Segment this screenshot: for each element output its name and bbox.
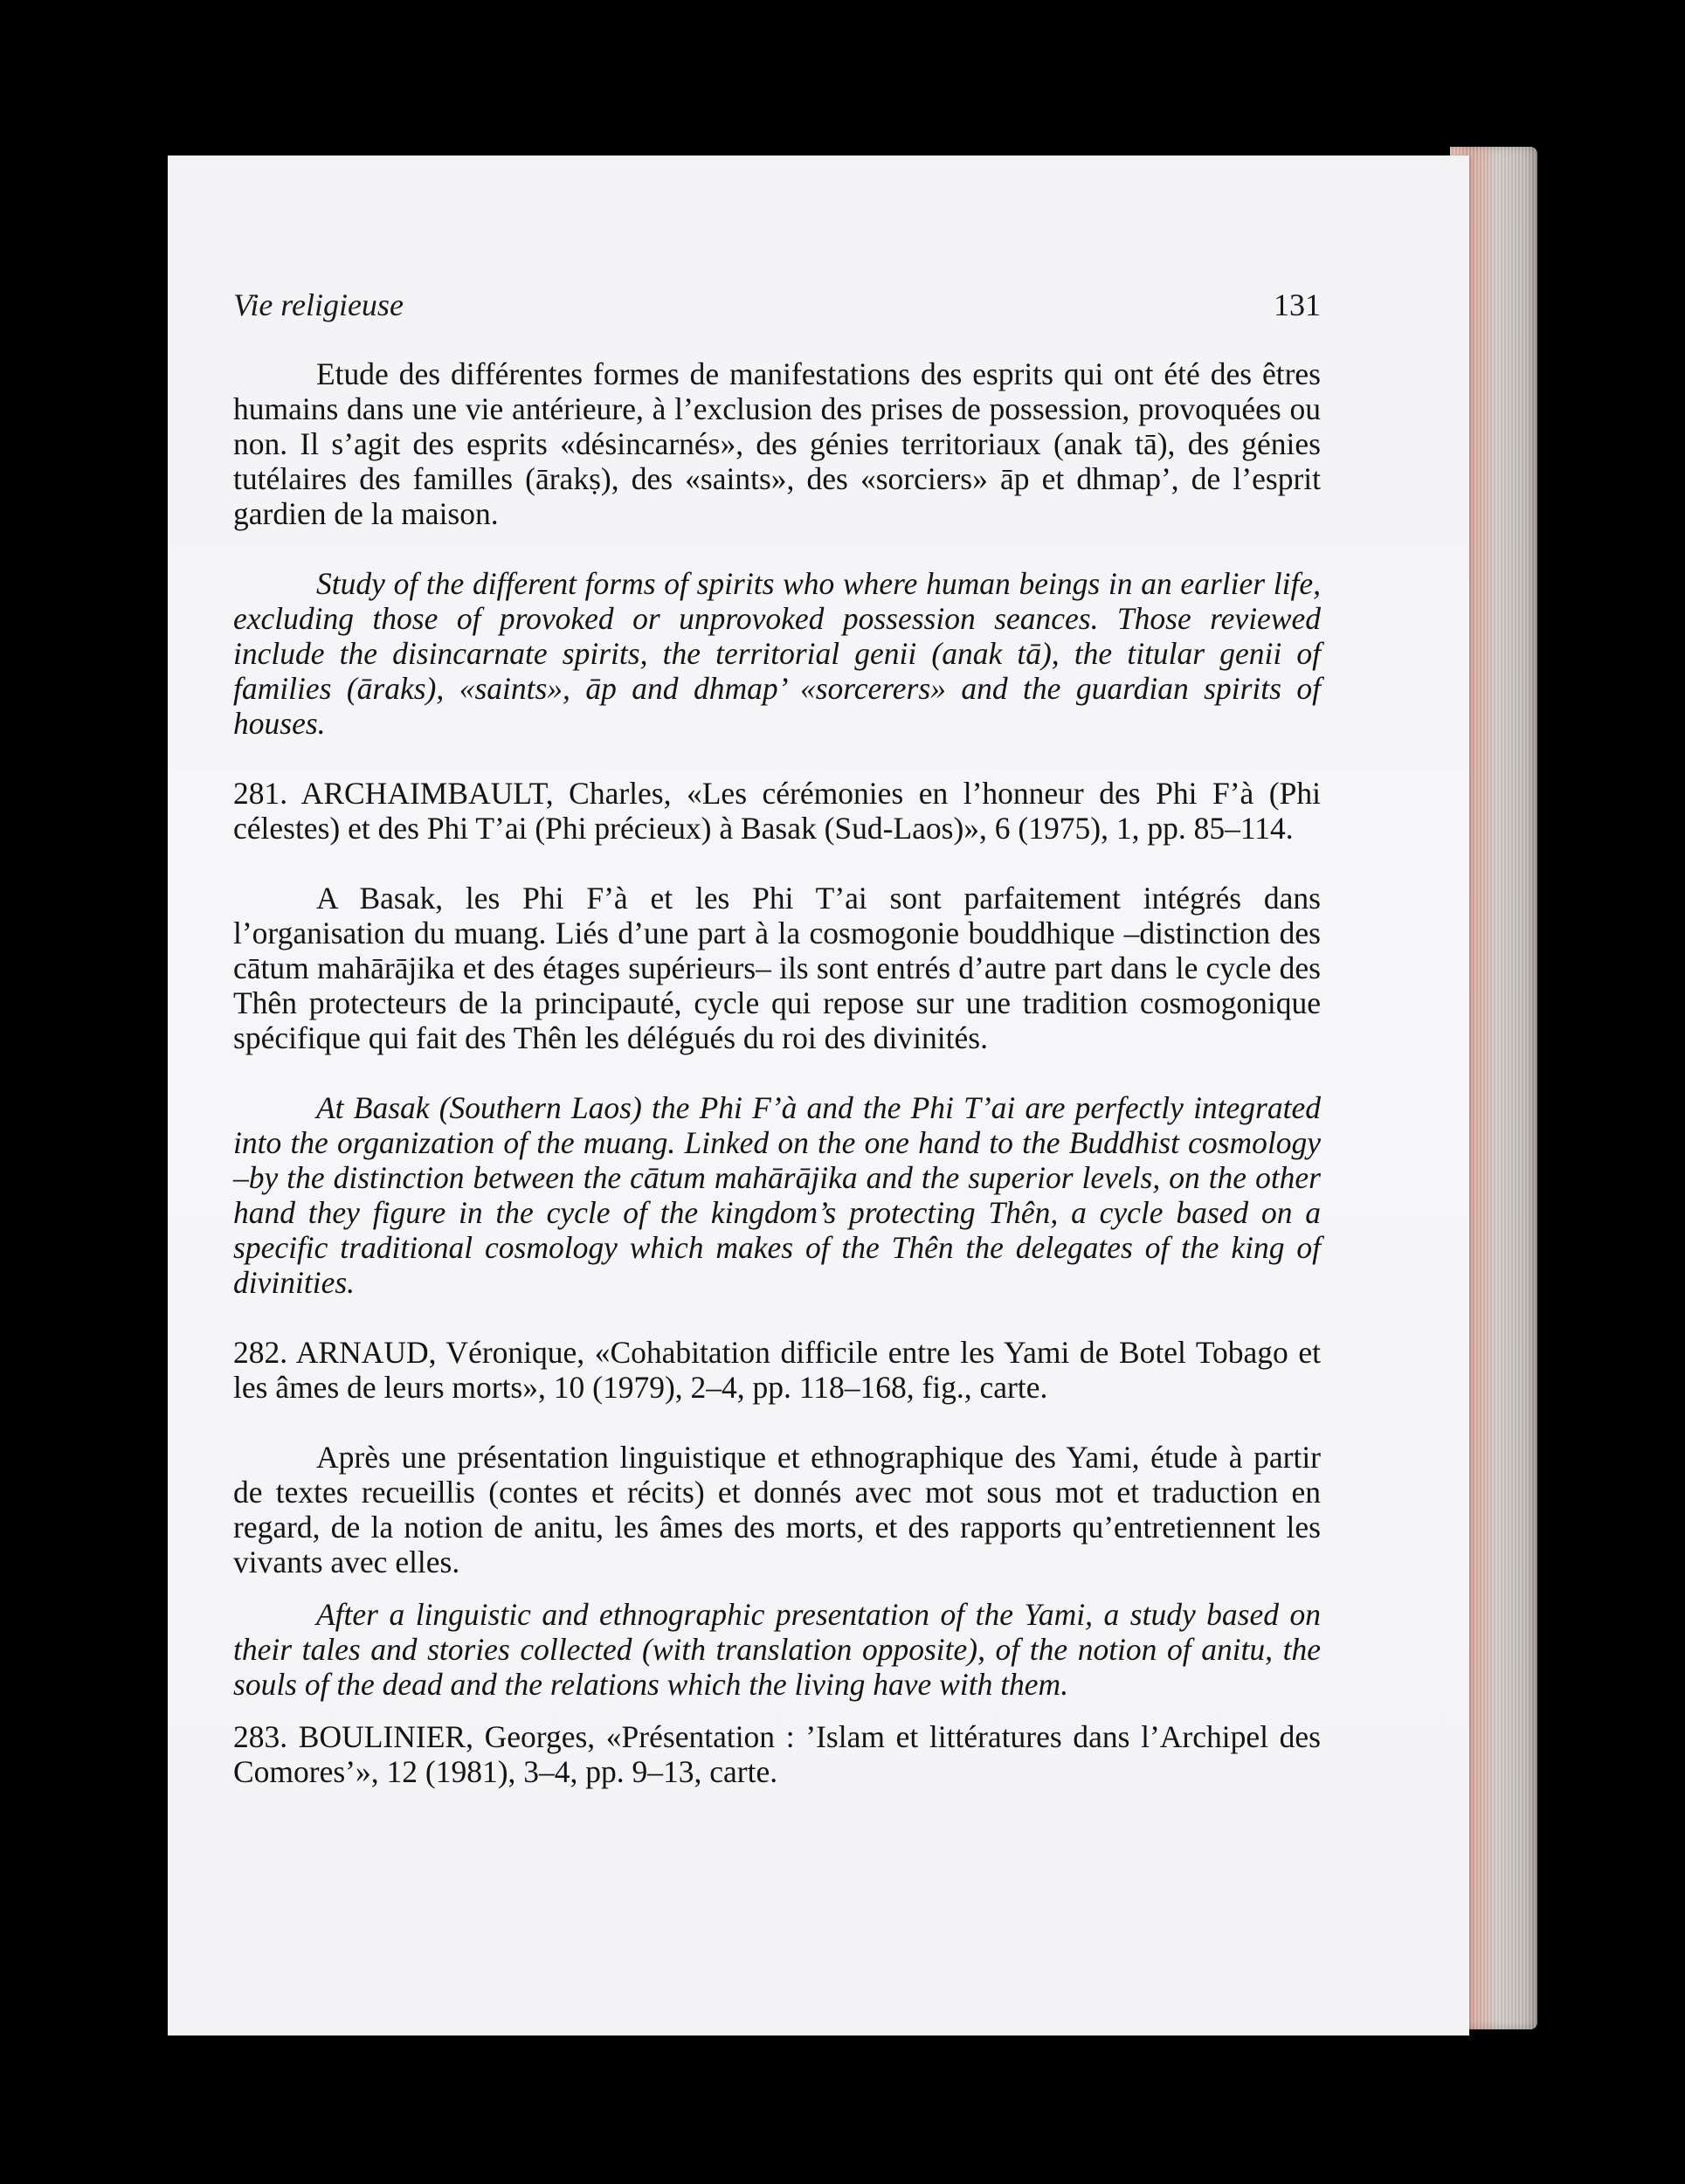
abstract-french: Etude des différentes formes de manifestations des esprits qui ont été des êtres humains dans une vie antérieure, à l’exclusion des prises de possession, provoquées ou non. Il s’agit des esprits «désincarnés», des génies territoriaux (anak tā), des génies tutélaires des familles (ārakṣ), des «saints», des «sorciers» āp et dhmap’, de l’esprit gardien de la maison.: [233, 356, 1321, 531]
bibliography-entry: 283. BOULINIER, Georges, «Présentation : ’Islam et littératures dans l’Archipel des Comores’», 12 (1981), 3–4, pp. 9–13, carte.: [233, 1719, 1321, 1789]
bibliography-entry: 282. ARNAUD, Véronique, «Cohabitation difficile entre les Yami de Botel Tobago et les âmes de leurs morts», 10 (1979), 2–4, pp. 118–168, fig., carte.: [233, 1335, 1321, 1405]
abstract-english: After a linguistic and ethnographic presentation of the Yami, a study based on their tales and stories collected (with translation opposite), of the notion of anitu, the souls of the dead and the relations which the living have with them.: [233, 1597, 1321, 1702]
body-text: [233, 356, 1321, 1789]
page-number: 131: [1274, 287, 1321, 322]
abstract-english: Study of the different forms of spirits who where human beings in an earlier life, excluding those of provoked or unprovoked possession seances. Those reviewed include the disincarnate spirits, the territorial genii (anak tā), the titular genii of families (āraks), «saints», āp and dhmap’ «sorcerers» and the guardian spirits of houses.: [233, 566, 1321, 741]
book-page: [168, 156, 1469, 2035]
bibliography-entry: 281. ARCHAIMBAULT, Charles, «Les cérémonies en l’honneur des Phi F’à (Phi célestes) et des Phi T’ai (Phi précieux) à Basak (Sud-Laos)», 6 (1975), 1, pp. 85–114.: [233, 776, 1321, 846]
abstract-french: A Basak, les Phi F’à et les Phi T’ai sont parfaitement intégrés dans l’organisation du muang. Liés d’une part à la cosmogonie bouddhique –distinction des cātum mahārājika et des étages supérieurs– ils sont entrés d’autre part dans le cycle des Thên protecteurs de la principauté, cycle qui repose sur une tradition cosmogonique spécifique qui fait des Thên les délégués du roi des divinités.: [233, 881, 1321, 1055]
abstract-english: At Basak (Southern Laos) the Phi F’à and the Phi T’ai are perfectly integrated into the organization of the muang. Linked on the one hand to the Buddhist cosmology –by the distinction between the cātum mahārājika and the superior levels, on the other hand they figure in the cycle of the kingdom’s protecting Thên, a cycle based on a specific traditional cosmology which makes of the Thên the delegates of the king of divinities.: [233, 1090, 1321, 1300]
running-head-title: Vie religieuse: [233, 287, 404, 322]
abstract-french: Après une présentation linguistique et ethnographique des Yami, étude à partir de textes recueillis (contes et récits) et donnés avec mot sous mot et traduction en regard, de la notion de anitu, les âmes des morts, et des rapports qu’entretiennent les vivants avec elles.: [233, 1440, 1321, 1579]
